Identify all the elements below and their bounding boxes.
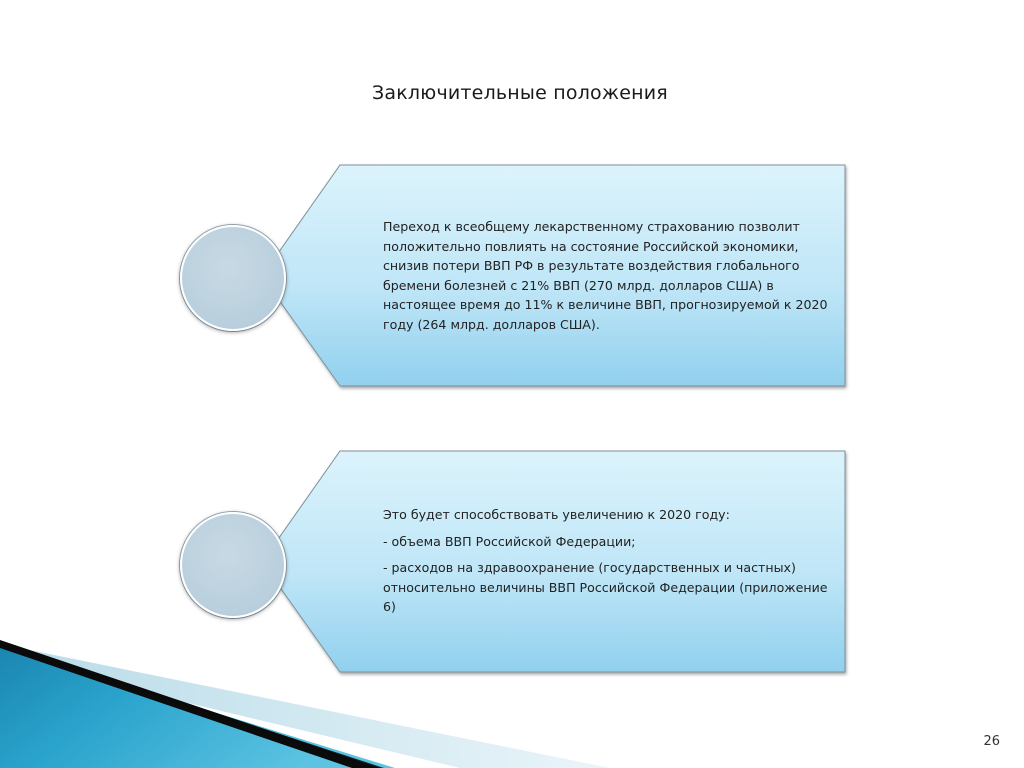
card-1-text	[383, 217, 833, 341]
card-2-paragraph-3: - расходов на здравоохранение (государственных и частных) относительно величины ВВП Российской Федерации (приложение 6)	[383, 560, 828, 614]
card-1-circle	[180, 225, 286, 331]
card-2-paragraph-1: Это будет способствовать увеличению к 2020 году:	[383, 507, 730, 522]
slide-title: Заключительные положения	[372, 82, 668, 104]
card-1-paragraph: Переход к всеобщему лекарственному страхованию позволит положительно повлиять на состояние Российской экономики, снизив потери ВВП РФ в результате воздействия глобального бремени болезней с 21% ВВП (270 млрд. долларов США) в настоящее время до 11% к величине ВВП, прогнозируемой к 2020 году (264 млрд. долларов США).	[383, 219, 828, 332]
card-2-paragraph-2: - объема ВВП Российской Федерации;	[383, 533, 636, 549]
info-card-1	[262, 165, 846, 387]
page-number: 26	[983, 734, 1000, 749]
corner-decoration	[0, 600, 1024, 768]
